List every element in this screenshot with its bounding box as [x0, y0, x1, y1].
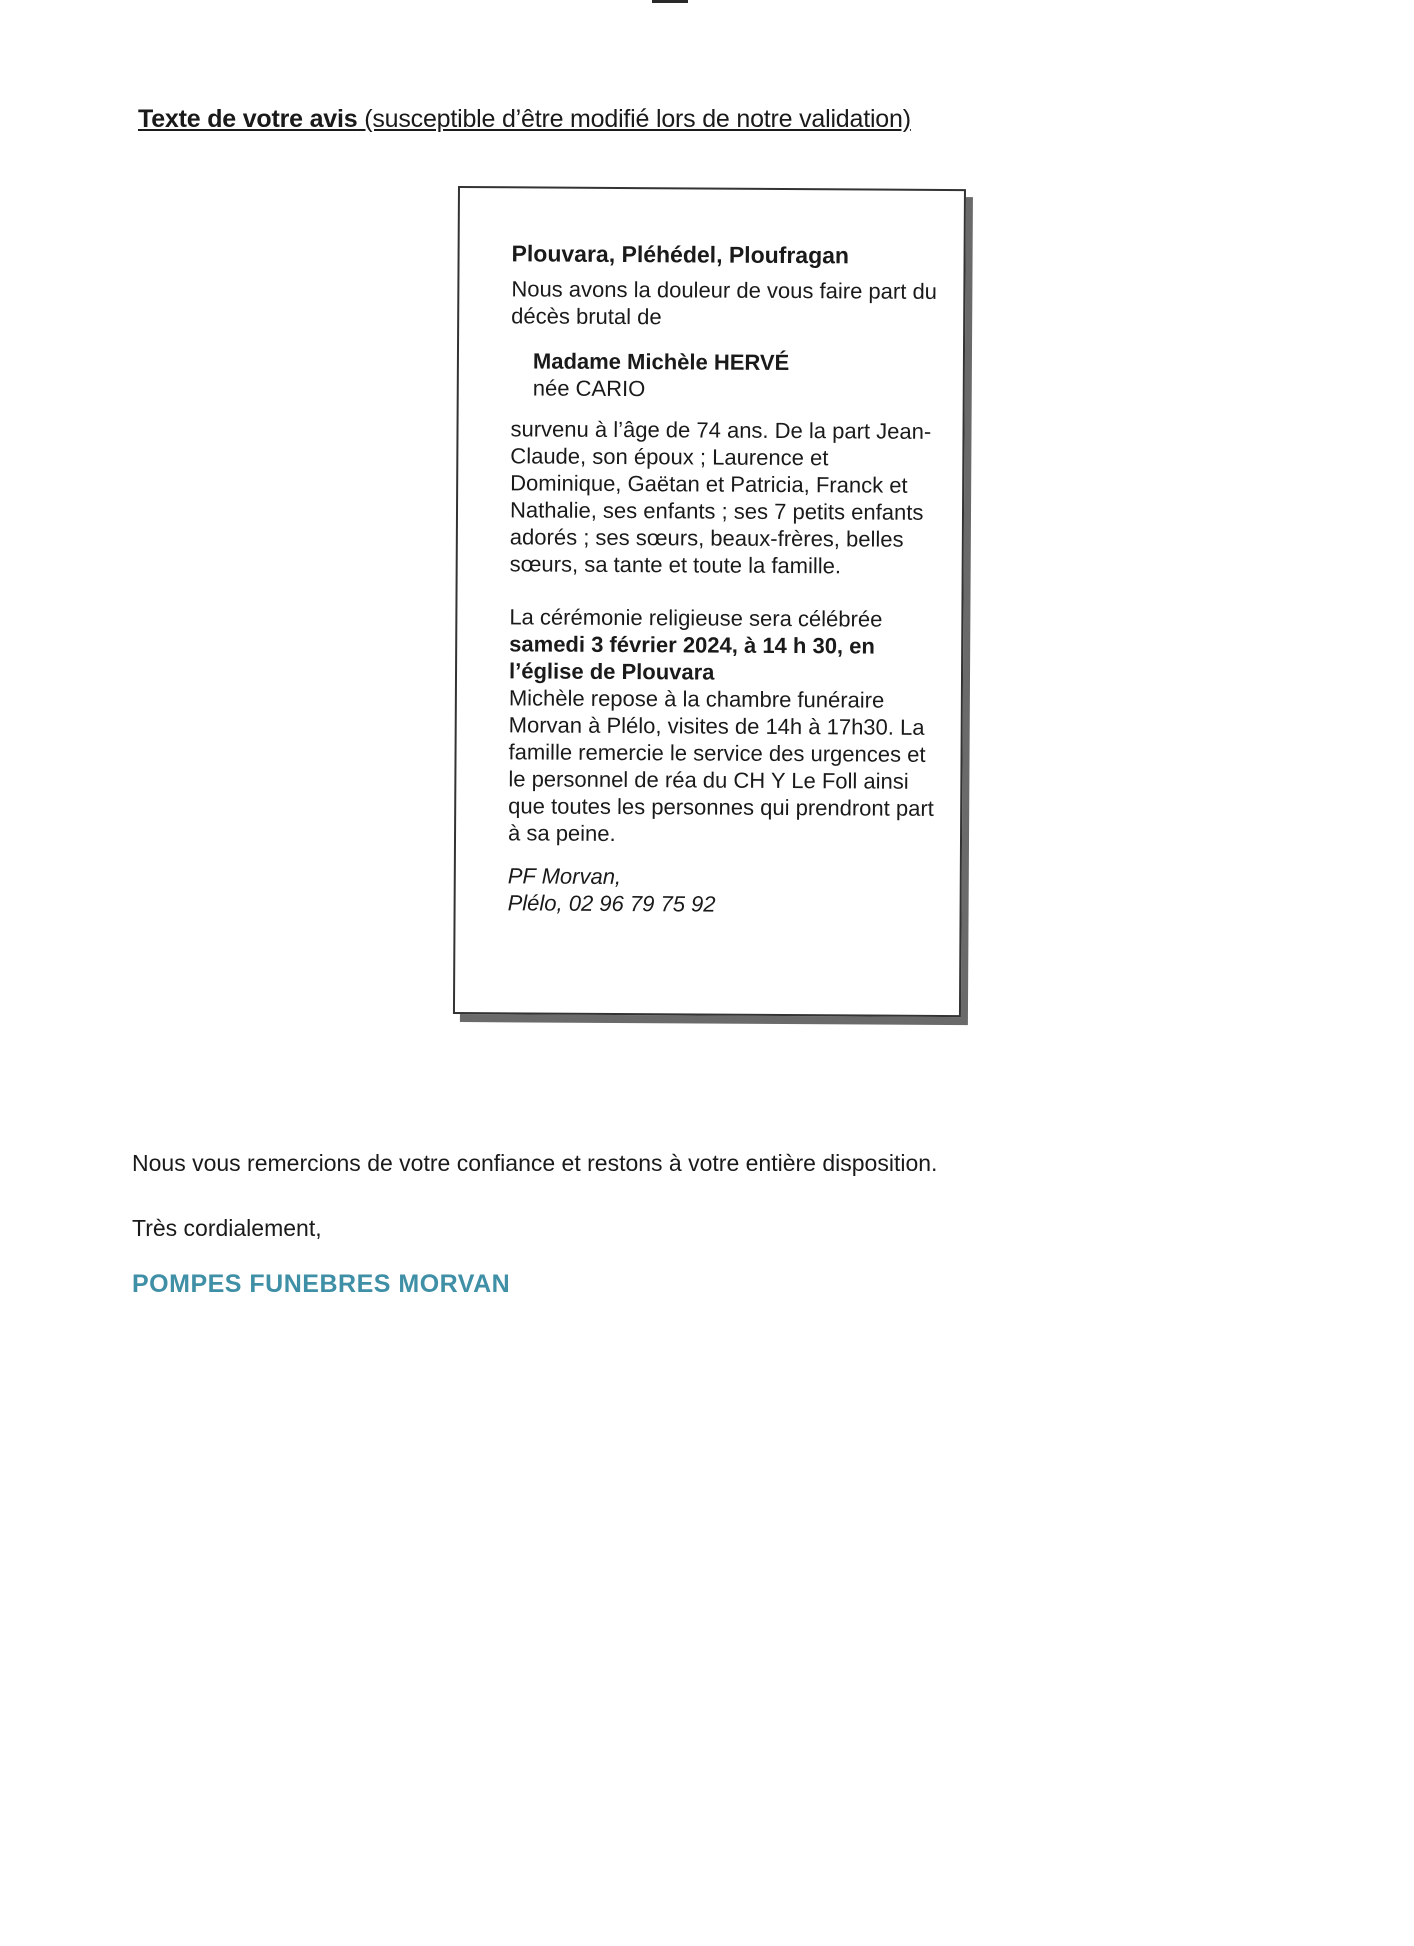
ceremony-intro: La cérémonie religieuse sera célébrée — [509, 604, 883, 632]
maiden-name: née CARIO — [532, 375, 646, 402]
scan-mark — [652, 0, 688, 3]
notice-family: survenu à l’âge de 74 ans. De la part Jean-Claude, son époux ; Laurence et Dominique, Gaëtan et Patricia, Franck et Nathalie, ses enfants ; ses 7 petits enfants adorés ; ses sœurs, beaux-frères, belles sœurs, sa tante et toute la famille. — [509, 416, 932, 579]
ceremony-date-place: samedi 3 février 2024, à 14 h 30, en l’église de Plouvara — [508, 631, 875, 685]
notice-places: Plouvara, Pléhédel, Ploufragan — [511, 240, 850, 269]
notice-intro: Nous avons la douleur de vous faire part du décès brutal de — [511, 276, 938, 330]
closing-thanks: Nous vous remercions de votre confiance et restons à votre entière disposition. — [132, 1150, 938, 1176]
signoff-line-2: Plélo, 02 96 79 75 92 — [507, 890, 716, 917]
notice-details: Michèle repose à la chambre funéraire Morvan à Plélo, visites de 14h à 17h30. La famille remercie le service des urgences et le personnel de réa du CH Y Le Foll ainsi que toutes les personnes qui prendront part à sa peine. — [507, 685, 934, 846]
heading-note: (susceptible d’être modifié lors de notre validation) — [357, 105, 911, 133]
obituary-notice-box — [453, 186, 966, 1017]
closing-regards: Très cordialement, — [132, 1215, 322, 1241]
deceased-name: Madame Michèle HERVÉ — [532, 348, 790, 376]
deceased-block — [511, 347, 941, 404]
signoff-line-1: PF Morvan, — [507, 863, 622, 890]
company-name: POMPES FUNEBRES MORVAN — [132, 1270, 511, 1298]
obituary-notice-content — [508, 240, 942, 919]
heading-label: Texte de votre avis — [138, 105, 358, 133]
notice-heading — [138, 104, 911, 134]
notice-signoff — [508, 862, 938, 919]
